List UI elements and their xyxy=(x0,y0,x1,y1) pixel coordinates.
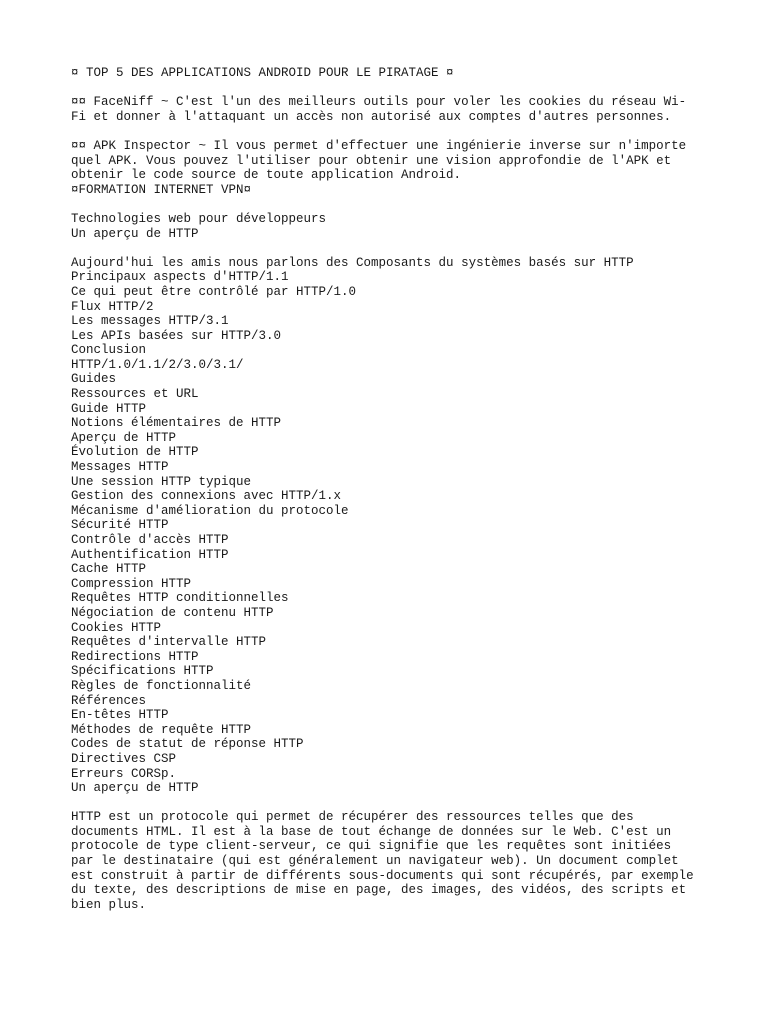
list-item: HTTP/1.0/1.1/2/3.0/3.1/ xyxy=(71,357,244,372)
list-item: Redirections HTTP xyxy=(71,649,199,664)
list-item: Ce qui peut être contrôlé par HTTP/1.0 xyxy=(71,284,357,299)
spacer xyxy=(71,241,708,256)
apk-inspector-line-1: ¤¤ APK Inspector ~ Il vous permet d'effectuer une ingénierie inverse sur n'importe xyxy=(71,138,687,153)
list-item: Méthodes de requête HTTP xyxy=(71,722,252,737)
doc-title: ¤ TOP 5 DES APPLICATIONS ANDROID POUR LE PIRATAGE ¤ xyxy=(71,66,454,80)
list-item: Contrôle d'accès HTTP xyxy=(71,533,229,547)
list-item: Guide HTTP xyxy=(71,401,147,416)
list-item: Notions élémentaires de HTTP xyxy=(71,416,282,431)
faceniff-line-2: Fi et donner à l'attaquant un accès non autorisé aux comptes d'autres personnes. xyxy=(71,109,672,124)
list-item: Évolution de HTTP xyxy=(71,445,199,460)
spacer xyxy=(71,197,708,212)
list-item: En-têtes HTTP xyxy=(71,708,169,723)
list-item: Gestion des connexions avec HTTP/1.x xyxy=(71,489,342,504)
paragraph-line: bien plus. xyxy=(71,897,147,912)
list-item: Spécifications HTTP xyxy=(71,664,214,679)
apercu-heading: Un aperçu de HTTP xyxy=(71,226,199,241)
paragraph-line: protocole de type client-serveur, ce qui signifie que les requêtes sont initiées xyxy=(71,839,672,854)
tech-heading: Technologies web pour développeurs xyxy=(71,211,327,226)
list-item: Un aperçu de HTTP xyxy=(71,781,199,796)
spacer xyxy=(71,81,708,96)
list-item: Négociation de contenu HTTP xyxy=(71,605,274,620)
list-item: Conclusion xyxy=(71,343,147,358)
spacer xyxy=(71,124,708,139)
paragraph-line: est construit à partir de différents sous-documents qui sont récupérés, par exemple xyxy=(71,868,694,883)
list-item: Erreurs CORSp. xyxy=(71,766,177,781)
list-item: Cookies HTTP xyxy=(71,620,162,635)
topic-list xyxy=(71,256,708,796)
paragraph-line: par le destinataire (qui est généralement un navigateur web). Un document complet xyxy=(71,854,679,869)
list-item: Authentification HTTP xyxy=(71,547,229,562)
apk-inspector-line-2: quel APK. Vous pouvez l'utiliser pour obtenir une vision approfondie de l'APK et xyxy=(71,153,672,168)
list-item: Guides xyxy=(71,372,117,387)
apk-inspector-line-3: obtenir le code source de toute application Android. xyxy=(71,168,462,183)
list-item: Mécanisme d'amélioration du protocole xyxy=(71,503,349,518)
list-item: Aujourd'hui les amis nous parlons des Composants du systèmes basés sur HTTP xyxy=(71,255,634,270)
faceniff-line-1: ¤¤ FaceNiff ~ C'est l'un des meilleurs outils pour voler les cookies du réseau Wi- xyxy=(71,95,687,110)
formation-heading: ¤FORMATION INTERNET VPN¤ xyxy=(71,182,252,197)
list-item: Cache HTTP xyxy=(71,562,147,577)
list-item: Directives CSP xyxy=(71,751,177,766)
list-item: Sécurité HTTP xyxy=(71,518,169,533)
paragraph-line: HTTP est un protocole qui permet de récupérer des ressources telles que des xyxy=(71,810,634,825)
list-item: Références xyxy=(71,693,147,708)
list-item: Requêtes HTTP conditionnelles xyxy=(71,591,289,606)
paragraph-line: documents HTML. Il est à la base de tout échange de données sur le Web. C'est un xyxy=(71,824,672,839)
list-item: Ressources et URL xyxy=(71,387,199,402)
paragraph-line: du texte, des descriptions de mise en page, des images, des vidéos, des scripts et xyxy=(71,883,687,898)
list-item: Flux HTTP/2 xyxy=(71,299,154,314)
http-description-paragraph xyxy=(71,810,708,912)
spacer xyxy=(71,796,708,811)
list-item: Aperçu de HTTP xyxy=(71,430,177,445)
list-item: Messages HTTP xyxy=(71,460,169,475)
list-item: Une session HTTP typique xyxy=(71,474,252,489)
list-item: Les messages HTTP/3.1 xyxy=(71,314,229,329)
list-item: Règles de fonctionnalité xyxy=(71,678,252,693)
list-item: Compression HTTP xyxy=(71,576,192,591)
list-item: Codes de statut de réponse HTTP xyxy=(71,737,304,752)
list-item: Principaux aspects d'HTTP/1.1 xyxy=(71,270,289,285)
list-item: Les APIs basées sur HTTP/3.0 xyxy=(71,328,282,343)
list-item: Requêtes d'intervalle HTTP xyxy=(71,635,267,650)
